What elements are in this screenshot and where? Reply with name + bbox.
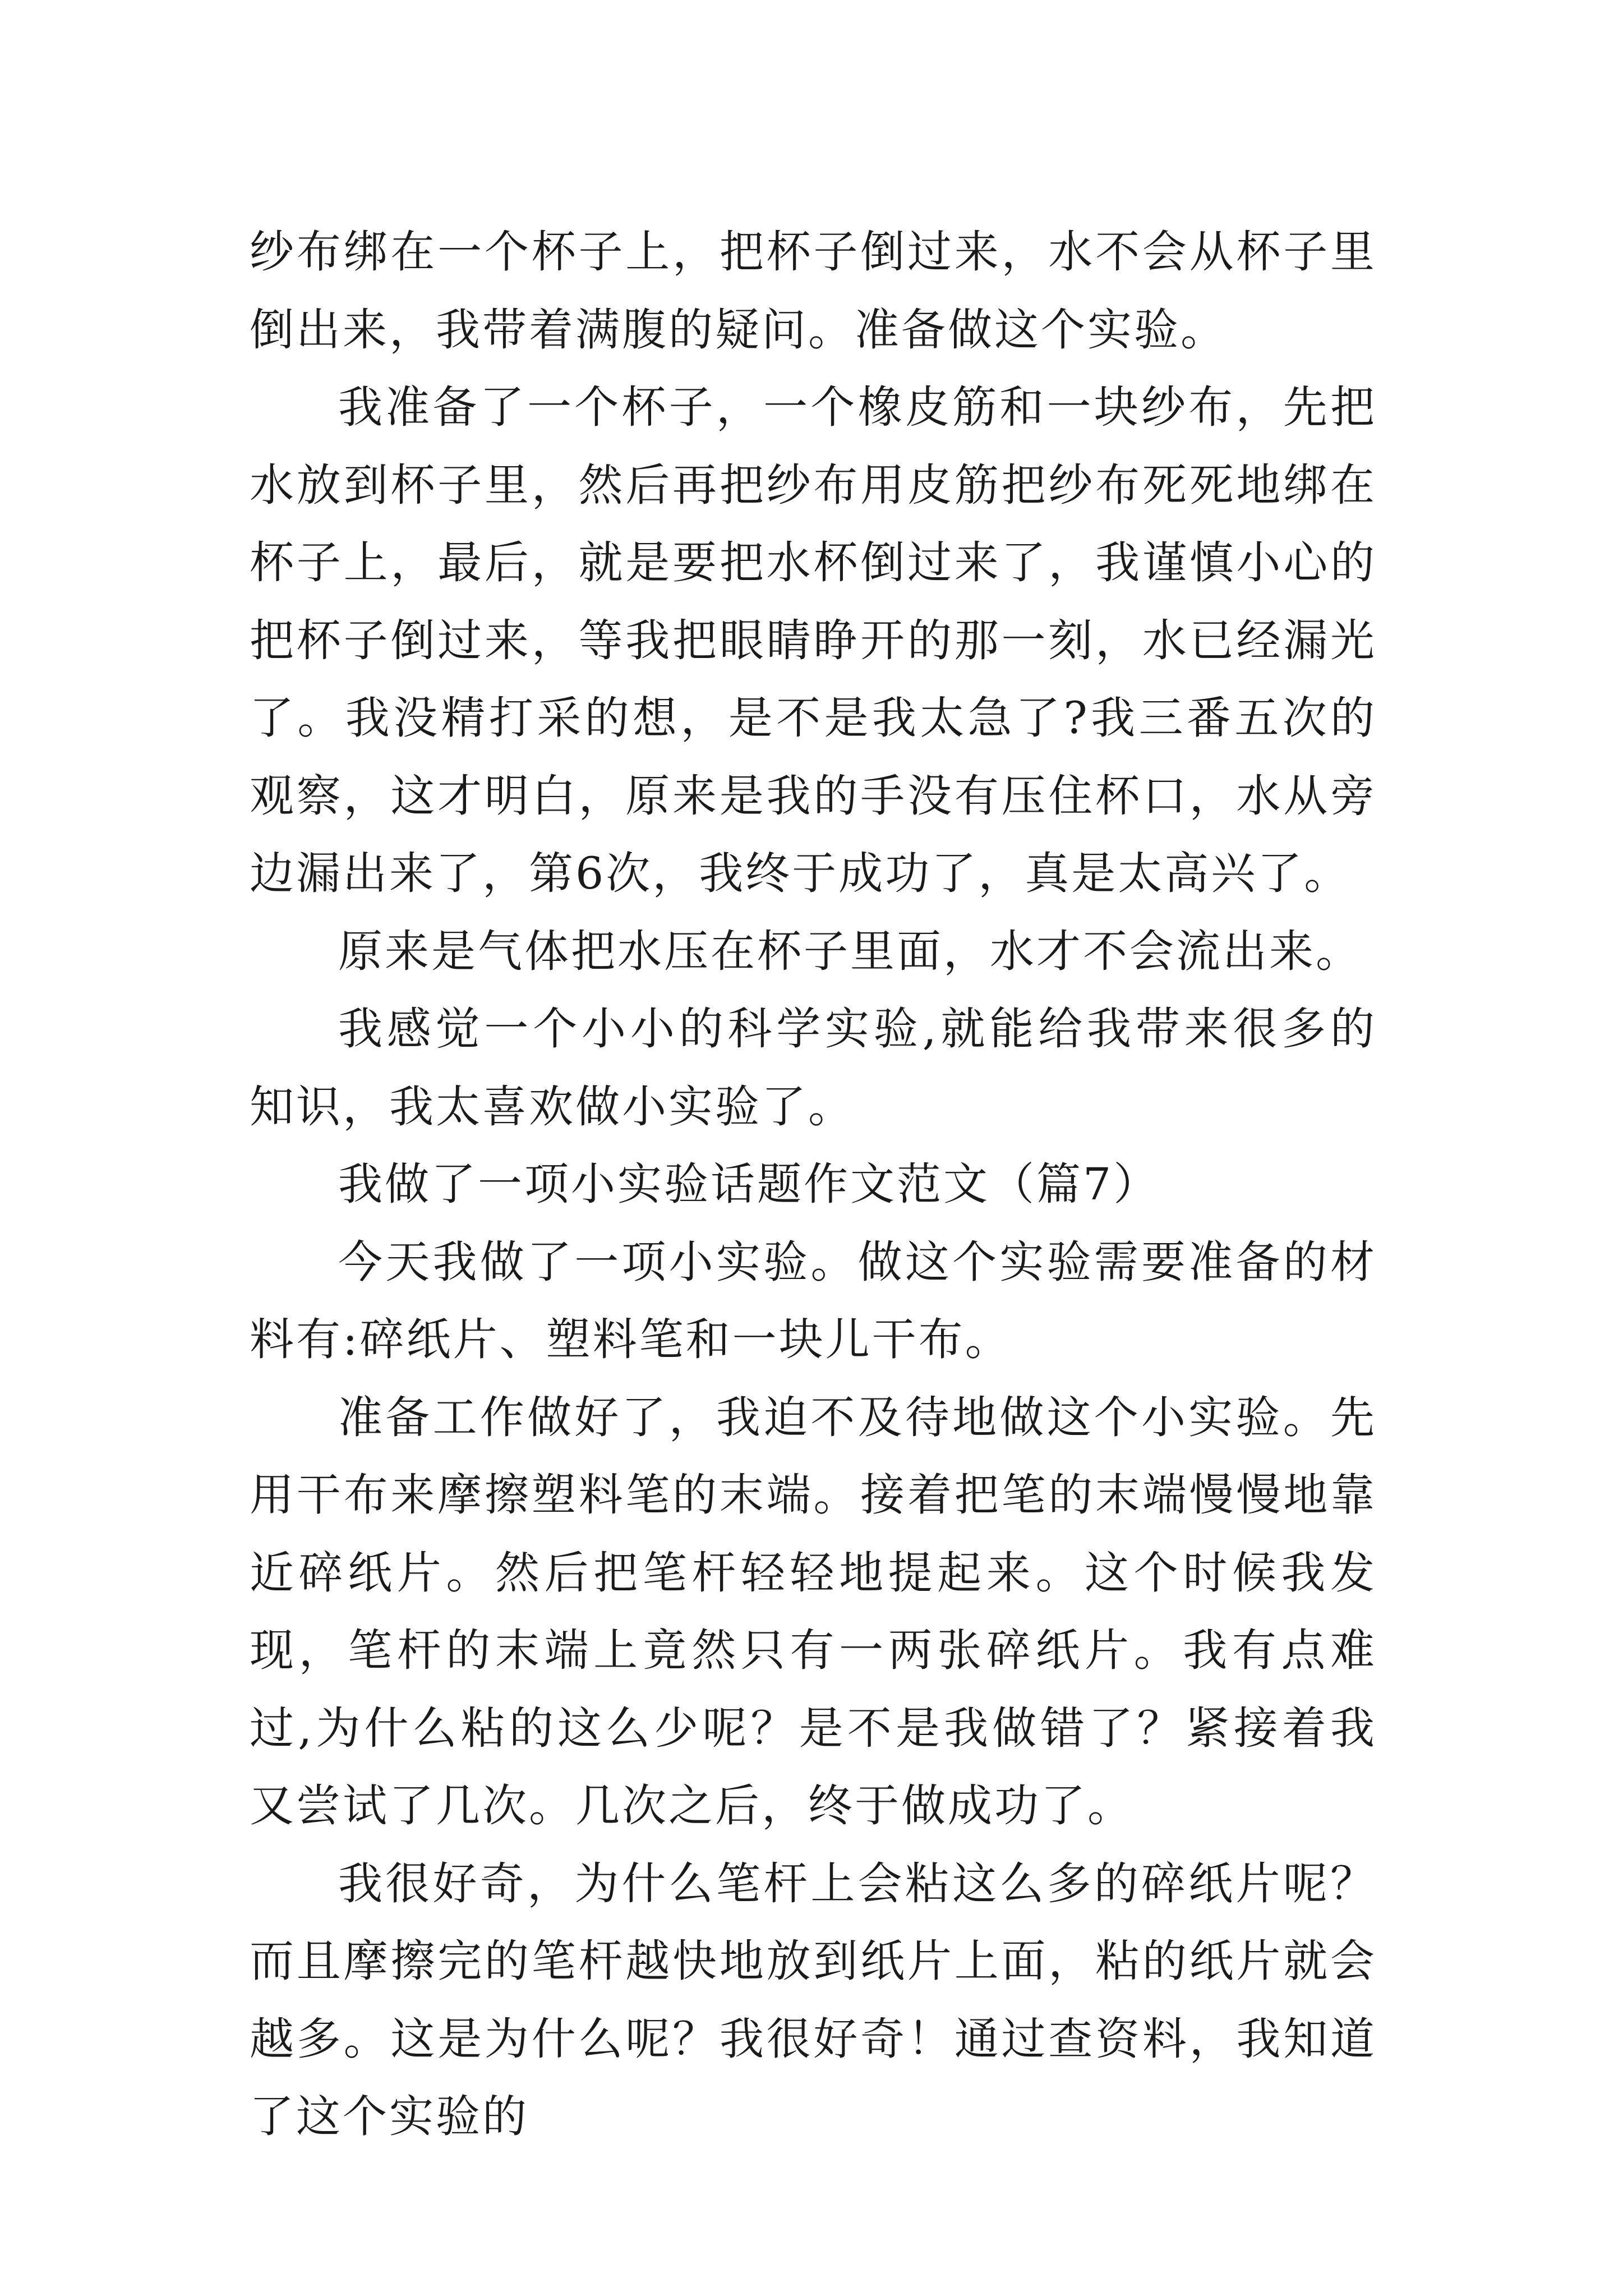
- paragraph-conclusion: 我感觉一个小小的科学实验,就能给我带来很多的知识，我太喜欢做小实验了。: [250, 1003, 1377, 1133]
- paragraph-continuation: 纱布绑在一个杯子上，把杯子倒过来，水不会从杯子里倒出来，我带着满腹的疑问。准备做这个实验。: [250, 226, 1377, 356]
- essay-heading: 我做了一项小实验话题作文范文（篇7）: [338, 1158, 1160, 1210]
- paragraph-experiment-steps: 我准备了一个杯子，一个橡皮筋和一块纱布，先把水放到杯子里，然后再把纱布用皮筋把纱布死死地绑在杯子上，最后，就是要把水杯倒过来了，我谨慎小心的把杯子倒过来，等我把眼睛睁开的那一刻，水已经漏光了。我没精打采的想，是不是我太急了?我三番五次的观察，这才明白，原来是我的手没有压住杯口，水从旁边漏出来了，第6次，我终于成功了，真是太高兴了。: [250, 381, 1377, 899]
- paragraph-materials: 今天我做了一项小实验。做这个实验需要准备的材料有:碎纸片、塑料笔和一块儿干布。: [250, 1236, 1377, 1365]
- paragraph-procedure: 准备工作做好了，我迫不及待地做这个小实验。先用干布来摩擦塑料笔的末端。接着把笔的末端慢慢地靠近碎纸片。然后把笔杆轻轻地提起来。这个时候我发现，笔杆的末端上竟然只有一两张碎纸片。我有点难过,为什么粘的这么少呢？是不是我做错了？紧接着我又尝试了几次。几次之后，终于做成功了。: [250, 1391, 1377, 1832]
- paragraph-curiosity: 我很好奇，为什么笔杆上会粘这么多的碎纸片呢？而且摩擦完的笔杆越快地放到纸片上面，粘的纸片就会越多。这是为什么呢？我很好奇！通过查资料，我知道了这个实验的: [250, 1857, 1377, 2142]
- paragraph-explanation: 原来是气体把水压在杯子里面，水才不会流出来。: [338, 925, 1362, 977]
- document-body: [250, 213, 1377, 2156]
